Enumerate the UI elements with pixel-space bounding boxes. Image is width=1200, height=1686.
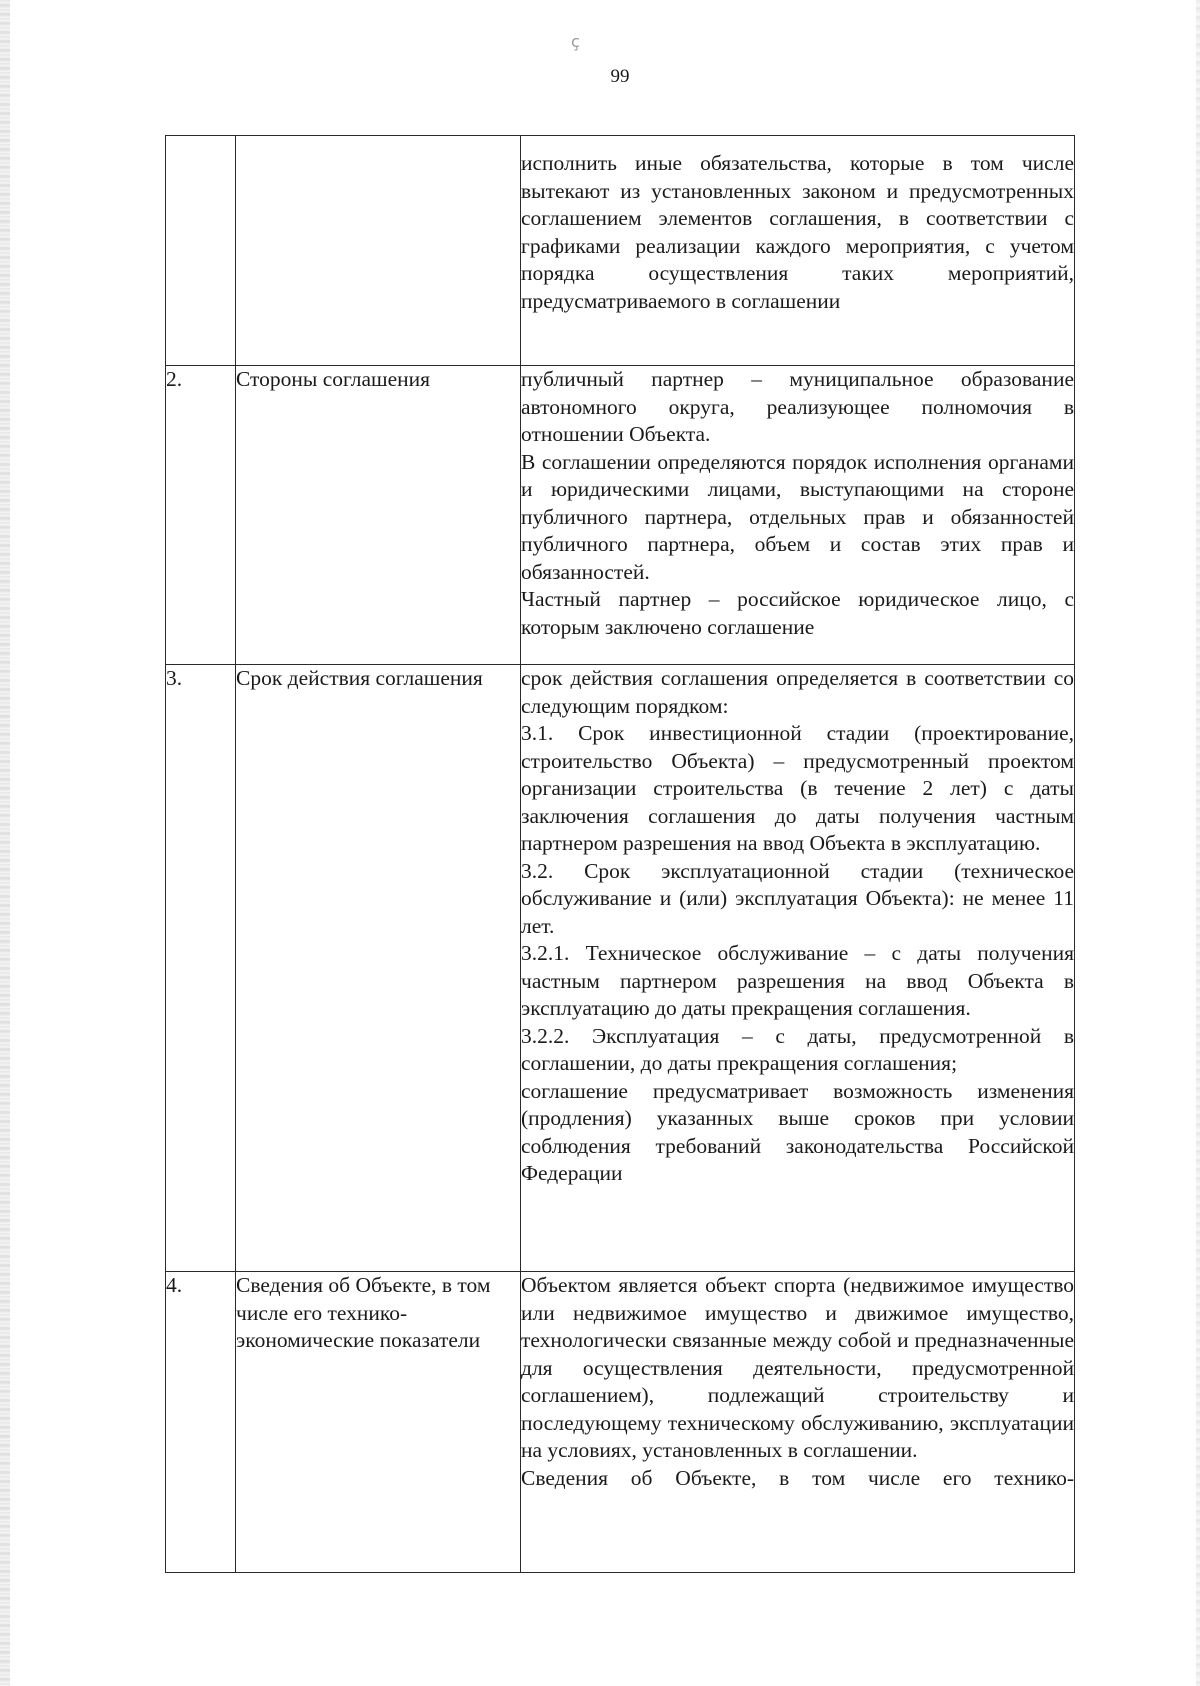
page-number: 99 [610,66,630,87]
scan-right-edge [1196,0,1200,1686]
content-paragraph: Сведения об Объекте, в том числе его технико- [521,1465,1074,1490]
scan-artifact-mark: ç [571,32,580,51]
row-name-cell: Стороны соглашения [236,366,521,665]
table-row [166,665,1075,1272]
row-content-cell [521,1272,1075,1573]
content-paragraph: 3.2. Срок эксплуатационной стадии (техническое обслуживание и (или) эксплуатация Объекта): не менее 11 лет. [521,858,1074,938]
row-number-cell [166,136,236,366]
content-paragraph: соглашение предусматривает возможность изменения (продления) указанных выше сроков при условии соблюдения требований законодательства Российской Федерации [521,1078,1074,1185]
content-paragraph: В соглашении определяются порядок исполнения органами и юридическими лицами, выступающими на стороне публичного партнера, отдельных прав и обязанностей публичного партнера, объем и состав этих прав и обязанностей. [521,449,1074,584]
row-number-cell: 4. [166,1272,236,1573]
scan-left-edge [0,0,10,1686]
table-row [166,136,1075,366]
content-paragraph: срок действия соглашения определяется в соответствии со следующим порядком: [521,666,1074,718]
row-content-cell [521,665,1075,1272]
content-paragraph: 3.2.1. Техническое обслуживание – с даты получения частным партнером разрешения на ввод Объекта в эксплуатацию до даты прекращения соглашения. [521,941,1074,1020]
content-paragraph: Частный партнер – российское юридическое лицо, с которым заключено соглашение [521,587,1074,639]
content-paragraph: исполнить иные обязательства, которые в том числе вытекают из установленных законом и предусмотренных соглашением элементов соглашения, в соответствии с графиками реализации каждого мероприятия, с учетом порядка осуществления таких мероприятий, предусматриваемого в соглашении [521,151,1074,313]
row-content-cell [521,366,1075,665]
row-name-cell: Срок действия соглашения [236,665,521,1272]
content-paragraph: 3.1. Срок инвестиционной стадии (проектирование, строительство Объекта) – предусмотренный проектом организации строительства (в течение 2 лет) с даты заключения соглашения до даты получения частным партнером разрешения на ввод Объекта в эксплуатацию. [521,721,1074,855]
content-paragraph: 3.2.2. Эксплуатация – с даты, предусмотренной в соглашении, до даты прекращения соглашения; [521,1023,1074,1075]
row-name-cell: Сведения об Объекте, в том числе его технико-экономические показатели [236,1272,521,1573]
table-row [166,366,1075,665]
row-content-cell [521,136,1075,366]
row-number-cell: 3. [166,665,236,1272]
content-paragraph: Объектом является объект спорта (недвижимое имущество или недвижимое имущество и движимое имущество, технологически связанные между собой и предназначенные для осуществления деятельности, предусмотренной соглашением), подлежащий строительству и последующему техническому обслуживанию, эксплуатации на условиях, установленных в соглашении. [521,1273,1074,1462]
table-row [166,1272,1075,1573]
passport-table [165,135,1075,1573]
content-paragraph: публичный партнер – муниципальное образование автономного округа, реализующее полномочия в отношении Объекта. [521,367,1074,446]
row-number-cell: 2. [166,366,236,665]
row-name-cell [236,136,521,366]
